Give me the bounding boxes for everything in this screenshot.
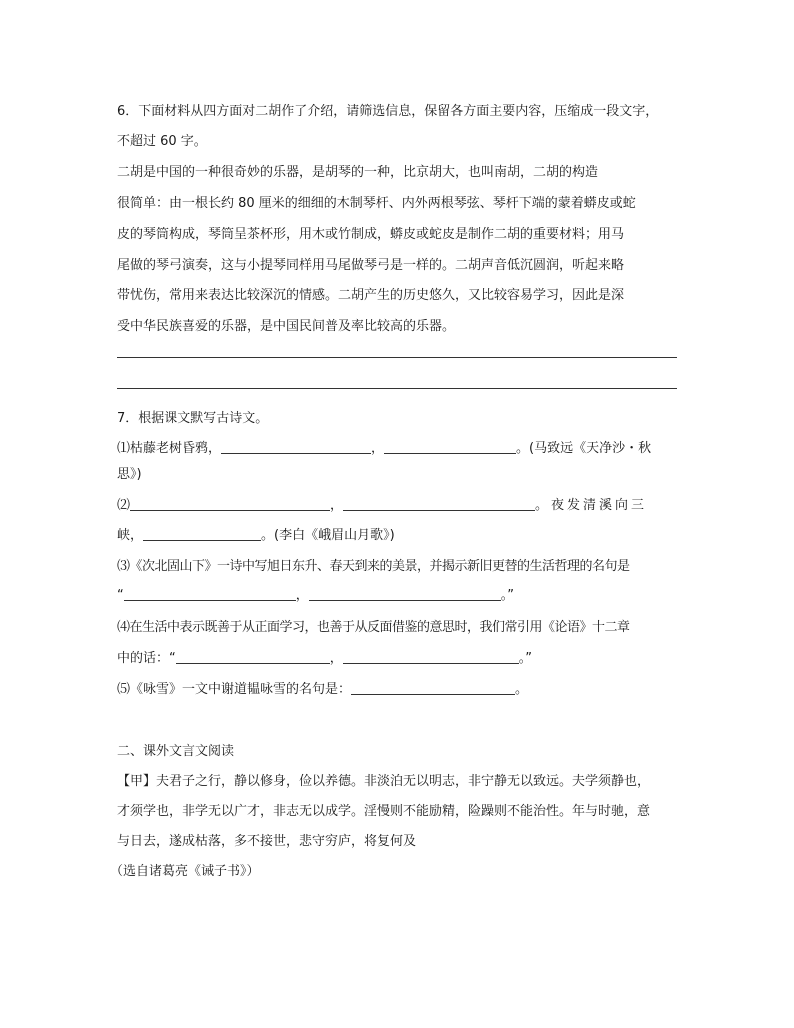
- answer-blank[interactable]: [351, 680, 515, 695]
- q6-material-line: 皮的琴筒构成，琴筒呈茶杯形，用木或竹制成，蟒皮或蛇皮是制作二胡的重要材料；用马: [117, 227, 625, 242]
- close-quote: 。”: [500, 588, 515, 603]
- q7-item-2: [117, 494, 647, 513]
- answer-blank[interactable]: [143, 526, 261, 541]
- comma: ，: [330, 498, 344, 513]
- q7-item-5-text: ⑸《咏雪》一文中谢道韫咏雪的名句是：: [117, 682, 352, 697]
- answer-blank[interactable]: [221, 439, 371, 454]
- q6-prompt-line-2: 不超过 60 字。: [117, 134, 207, 149]
- comma: ，: [329, 651, 343, 666]
- q7-item-1-cont: 思》): [117, 467, 142, 482]
- q7-item-3-cont: [117, 584, 514, 603]
- passage-line: 与日去，遂成枯落，多不接世，悲守穷庐，将复何及: [117, 834, 417, 849]
- period: 。: [515, 682, 529, 697]
- q6-material-line: 很简单：由一根长约 80 厘米的细细的木制琴杆、内外两根琴弦、琴杆下端的蒙着蟒皮或蛇: [117, 196, 636, 211]
- q7-title: 7．根据课文默写古诗文。: [117, 411, 269, 426]
- comma: ，: [295, 588, 309, 603]
- comma: ，: [371, 441, 385, 456]
- q6-material-line: 受中华民族喜爱的乐器，是中国民间普及率比较高的乐器。: [117, 319, 456, 334]
- q6-answer-line[interactable]: [117, 357, 677, 358]
- q6-material-line: 二胡是中国的一种很奇妙的乐器，是胡琴的一种，比京胡大，也叫南胡，二胡的构造: [117, 165, 599, 180]
- q7-item-5: [117, 678, 528, 697]
- q7-item-2-source: 。(李白《峨眉山月歌》): [261, 528, 395, 543]
- section-title: 二、课外文言文阅读: [117, 744, 235, 759]
- q7-item-1: [117, 437, 651, 456]
- q7-item-4: ⑷在生活中表示既善于从正面学习，也善于从反面借鉴的意思时，我们常引用《论语》十二章: [117, 620, 630, 635]
- q6-answer-line[interactable]: [117, 388, 677, 389]
- answer-blank[interactable]: [309, 586, 501, 601]
- q7-item-2-cont: [117, 524, 395, 543]
- passage-line: 【甲】夫君子之行，静以修身，俭以养德。非淡泊无以明志，非宁静无以致远。夫学须静也，: [117, 774, 651, 789]
- answer-blank[interactable]: [384, 439, 516, 454]
- q7-item-2-text: 。夜发清溪向三: [535, 498, 648, 513]
- passage-line: 才须学也，非学无以广才，非志无以成学。淫慢则不能励精，险躁则不能治性。年与时驰，意: [117, 804, 651, 819]
- close-quote: 。”: [518, 651, 533, 666]
- q7-item-2-num: ⑵: [117, 498, 131, 513]
- q7-item-4-text: 中的话：“: [117, 651, 176, 666]
- q7-item-3: ⑶《次北固山下》一诗中写旭日东升、春天到来的美景，并揭示新旧更替的生活哲理的名句是: [117, 559, 630, 574]
- answer-blank[interactable]: [130, 496, 330, 511]
- answer-blank[interactable]: [176, 649, 330, 664]
- q7-item-1-text: ⑴枯藤老树昏鸦，: [117, 441, 222, 456]
- passage-source: （选自诸葛亮《诫子书》）: [110, 864, 260, 879]
- open-quote: “: [117, 588, 124, 603]
- q7-item-1-source: 。(马致远《天净沙・秋: [516, 441, 652, 456]
- q6-material-line: 带忧伤，常用来表达比较深沉的情感。二胡产生的历史悠久，又比较容易学习，因此是深: [117, 288, 625, 303]
- answer-blank[interactable]: [343, 649, 519, 664]
- answer-blank[interactable]: [343, 496, 535, 511]
- q7-item-4-cont: [117, 647, 532, 666]
- q7-item-2-text: 峡，: [117, 528, 144, 543]
- answer-blank[interactable]: [124, 586, 296, 601]
- q6-material-line: 尾做的琴弓演奏，这与小提琴同样用马尾做琴弓是一样的。二胡声音低沉圆润，听起来略: [117, 258, 625, 273]
- q6-prompt-line-1: 6．下面材料从四方面对二胡作了介绍，请筛选信息，保留各方面主要内容，压缩成一段文字，: [117, 104, 659, 119]
